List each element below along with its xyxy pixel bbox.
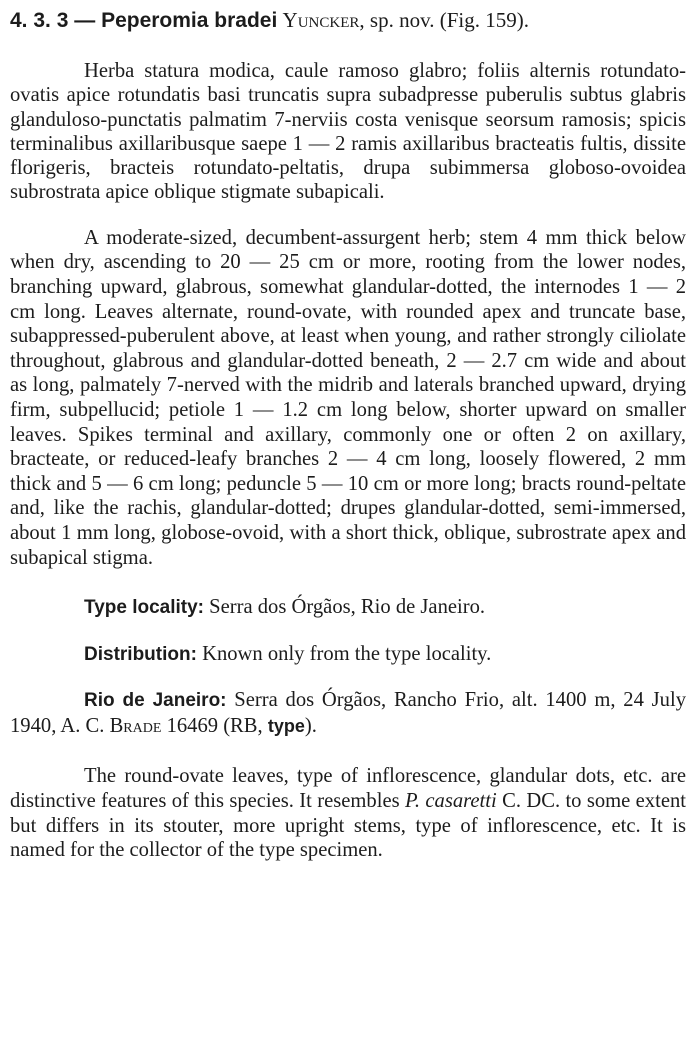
specimen-collector: Brade [109,714,162,737]
specimen-text-before: Serra dos Órgãos, Rancho Frio, alt. 1400 m, 24 July 1940, A. C. [10,689,686,737]
distribution-label: Distribution: [84,643,197,665]
document-page [10,4,686,863]
heading-dash: — [68,9,102,32]
type-locality [10,595,686,621]
remarks [10,764,686,862]
type-locality-label: Type locality: [84,597,205,619]
specimen-citation [10,688,686,738]
distribution [10,642,686,668]
species-author: Yuncker [282,8,360,32]
specimen-text-after: 16469 (RB, [161,714,268,737]
specimen-type-label: type [267,715,305,736]
compared-species: P. casaretti [404,790,497,813]
latin-description: Herba statura modica, caule ramoso glabro; foliis alternis rotundato-ovatis apice rotundatis basi truncatis supra subadpresse puberulis subtus glabris glanduloso-punctatis palmatim 7-nerviis costa venisque seorsum ramosis; spicis terminalibus axillaribusque saepe 1 — 2 ramis axillaribus bracteatis fultis, dissite florigeris, bracteis rotundato-peltatis, drupa subimmersa globoso-ovoidea subrostrata apice oblique stigmate subapicali. [10,60,686,204]
remarks-text-before: The round-ovate leaves, type of inflorescence, glandular dots, etc. are distinctive features of this species. It resembles [10,765,686,813]
specimen-close: ). [304,714,317,737]
specimen-label: Rio de Janeiro: [84,690,227,712]
section-number: 4. 3. 3 [10,9,69,32]
distribution-text: Known only from the type locality. [196,642,492,665]
english-description: A moderate-sized, decumbent-assurgent herb; stem 4 mm thick below when dry, ascending to 20 — 25 cm or more, rooting from the lower nodes, branching upward, glabrous, somewhat glandular-dotted, the internodes 1 — 2 cm long. Leaves alternate, round-ovate, with rounded apex and truncate base, subappressed-puberulent above, at least when young, and rather strongly ciliolate throughout, glabrous and glandular-dotted beneath, 2 — 2.7 cm wide and about as long, palmately 7-nerved with the midrib and laterals branched upward, drying firm, subpellucid; petiole 1 — 1.2 cm long below, shorter upward on smaller leaves. Spikes terminal and axillary, commonly one or often 2 on axillary, bracteate, or reduced-leafy branches 2 — 4 cm long, loosely flowered, 2 mm thick and 5 — 6 cm long; peduncle 5 — 10 cm or more long; bracts round-peltate and, like the rachis, glandular-dotted; drupes glandular-dotted, semi-immersed, about 1 mm long, globose-ovoid, with a short thick, oblique, subrostrate apex and subapical stigma. [10,226,686,569]
remarks-text-after: C. DC. to some extent but differs in its stouter, more upright stems, type of inflorescence, etc. It is named for the collector of the type specimen. [10,790,686,862]
species-heading [10,4,686,37]
species-name: Peperomia bradei [101,9,278,32]
type-locality-text: Serra dos Órgãos, Rio de Janeiro. [204,596,486,619]
heading-rest: , sp. nov. (Fig. 159). [359,8,529,32]
